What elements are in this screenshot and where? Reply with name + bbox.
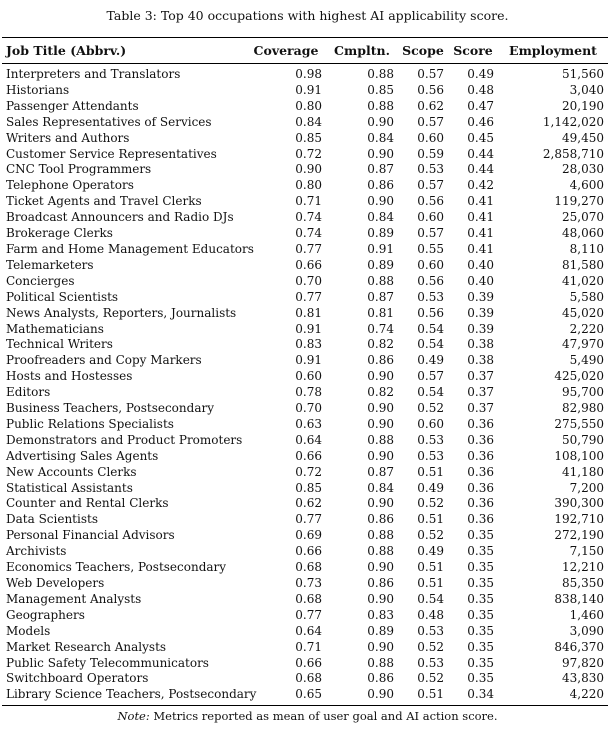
coverage-cell: 0.66	[295, 257, 322, 272]
employment-cell: 41,020	[562, 273, 604, 288]
scope-cell: 0.52	[417, 496, 444, 511]
coverage-cell: 0.63	[295, 416, 322, 431]
coverage-cell: 0.91	[295, 82, 322, 97]
employment-cell: 85,350	[562, 576, 604, 590]
score-cell: 0.41	[467, 210, 494, 225]
job-title-cell: Statistical Assistants	[6, 480, 133, 495]
table-row	[2, 481, 608, 497]
scope-cell: 0.51	[417, 576, 444, 590]
completion-cell: 0.88	[367, 273, 394, 288]
table-body	[2, 64, 608, 706]
completion-cell: 0.88	[367, 432, 394, 447]
header-job-title: Job Title (Abbrv.)	[2, 38, 246, 64]
table-row	[2, 576, 608, 592]
job-title-cell: Economics Teachers, Postsecondary	[6, 560, 227, 575]
scope-cell: 0.49	[417, 480, 444, 495]
job-title-cell: Technical Writers	[6, 337, 113, 352]
score-cell: 0.35	[467, 591, 494, 606]
score-cell: 0.36	[467, 496, 494, 511]
completion-cell: 0.90	[367, 401, 394, 416]
coverage-cell: 0.64	[295, 432, 322, 447]
employment-cell: 82,980	[562, 401, 604, 416]
scope-cell: 0.52	[417, 639, 444, 654]
job-title-cell: News Analysts, Reporters, Journalists	[6, 305, 237, 320]
coverage-cell: 0.68	[295, 560, 322, 575]
table-row	[2, 512, 608, 528]
scope-cell: 0.49	[417, 353, 444, 368]
job-title-cell: Historians	[6, 82, 70, 97]
employment-cell: 108,100	[554, 448, 604, 463]
header-coverage: Coverage	[246, 38, 326, 64]
scope-cell: 0.55	[417, 241, 444, 256]
score-cell: 0.36	[467, 448, 494, 463]
table-row	[2, 162, 608, 178]
completion-cell: 0.86	[367, 178, 394, 193]
completion-cell: 0.90	[367, 448, 394, 463]
table-row	[2, 226, 608, 242]
table-row	[2, 687, 608, 705]
employment-cell: 81,580	[562, 257, 604, 272]
table-row	[2, 640, 608, 656]
score-cell: 0.35	[467, 528, 494, 543]
table-row	[2, 337, 608, 353]
coverage-cell: 0.60	[295, 369, 322, 384]
job-title-cell: Library Science Teachers, Postsecondary	[2, 687, 246, 705]
coverage-cell: 0.69	[295, 528, 322, 543]
completion-cell: 0.86	[367, 576, 394, 590]
table-row	[2, 210, 608, 226]
completion-cell: 0.90	[367, 194, 394, 209]
table-row	[2, 242, 608, 258]
coverage-cell: 0.77	[295, 241, 322, 256]
job-title-cell: CNC Tool Programmers	[6, 162, 152, 177]
coverage-cell: 0.84	[295, 114, 322, 129]
table-row	[2, 83, 608, 99]
job-title-cell: Business Teachers, Postsecondary	[6, 401, 214, 416]
score-cell: 0.35	[467, 671, 494, 686]
score-cell: 0.41	[467, 226, 494, 241]
score-cell: 0.45	[467, 130, 494, 145]
completion-cell: 0.90	[367, 369, 394, 384]
table-row	[2, 322, 608, 338]
table-row	[2, 528, 608, 544]
table-row	[2, 624, 608, 640]
score-cell: 0.35	[467, 655, 494, 670]
score-cell: 0.34	[448, 687, 498, 705]
scope-cell: 0.53	[417, 289, 444, 304]
coverage-cell: 0.90	[295, 162, 322, 177]
coverage-cell: 0.77	[295, 512, 322, 527]
table-row	[2, 465, 608, 481]
header-scope: Scope	[398, 38, 448, 64]
score-cell: 0.36	[467, 480, 494, 495]
header-score: Score	[448, 38, 498, 64]
coverage-cell: 0.68	[295, 591, 322, 606]
employment-cell: 28,030	[562, 162, 604, 177]
coverage-cell: 0.66	[295, 544, 322, 559]
coverage-cell: 0.71	[295, 639, 322, 654]
job-title-cell: Demonstrators and Product Promoters	[6, 432, 243, 447]
table-container	[0, 37, 615, 706]
scope-cell: 0.56	[417, 273, 444, 288]
coverage-cell: 0.91	[295, 353, 322, 368]
completion-cell: 0.87	[367, 162, 394, 177]
coverage-cell: 0.70	[295, 273, 322, 288]
completion-cell: 0.82	[367, 385, 394, 400]
occupations-table	[2, 37, 608, 706]
score-cell: 0.38	[467, 353, 494, 368]
completion-cell: 0.87	[367, 464, 394, 479]
employment-cell: 50,790	[562, 432, 604, 447]
scope-cell: 0.51	[417, 560, 444, 575]
job-title-cell: Archivists	[6, 544, 67, 559]
completion-cell: 0.85	[367, 82, 394, 97]
scope-cell: 0.56	[417, 305, 444, 320]
employment-cell: 8,110	[569, 241, 604, 256]
coverage-cell: 0.98	[295, 67, 322, 81]
job-title-cell: Switchboard Operators	[6, 671, 149, 686]
completion-cell: 0.89	[367, 623, 394, 638]
completion-cell: 0.88	[367, 528, 394, 543]
table-row	[2, 274, 608, 290]
job-title-cell: Models	[6, 623, 51, 638]
scope-cell: 0.51	[398, 687, 448, 705]
employment-cell: 20,190	[562, 98, 604, 113]
score-cell: 0.46	[467, 114, 494, 129]
employment-cell: 4,600	[569, 178, 604, 193]
employment-cell: 48,060	[562, 226, 604, 241]
score-cell: 0.42	[467, 178, 494, 193]
score-cell: 0.36	[467, 416, 494, 431]
score-cell: 0.36	[467, 464, 494, 479]
scope-cell: 0.53	[417, 655, 444, 670]
score-cell: 0.39	[467, 289, 494, 304]
job-title-cell: Proofreaders and Copy Markers	[6, 353, 202, 368]
employment-cell: 51,560	[562, 67, 604, 81]
completion-cell: 0.89	[367, 226, 394, 241]
scope-cell: 0.53	[417, 623, 444, 638]
table-row	[2, 194, 608, 210]
employment-cell: 47,970	[562, 337, 604, 352]
job-title-cell: Editors	[6, 385, 51, 400]
completion-cell: 0.84	[367, 210, 394, 225]
score-cell: 0.44	[467, 162, 494, 177]
job-title-cell: Customer Service Representatives	[6, 146, 217, 161]
coverage-cell: 0.78	[295, 385, 322, 400]
table-row	[2, 449, 608, 465]
score-cell: 0.36	[467, 432, 494, 447]
scope-cell: 0.52	[417, 401, 444, 416]
scope-cell: 0.57	[417, 114, 444, 129]
scope-cell: 0.62	[417, 98, 444, 113]
completion-cell: 0.84	[367, 480, 394, 495]
score-cell: 0.39	[467, 321, 494, 336]
job-title-cell: Farm and Home Management Educators	[6, 241, 254, 256]
score-cell: 0.48	[467, 82, 494, 97]
score-cell: 0.36	[467, 512, 494, 527]
employment-cell: 43,830	[562, 671, 604, 686]
job-title-cell: Counter and Rental Clerks	[6, 496, 169, 511]
coverage-cell: 0.74	[295, 210, 322, 225]
employment-cell: 3,090	[569, 623, 604, 638]
employment-cell: 390,300	[554, 496, 604, 511]
score-cell: 0.39	[467, 305, 494, 320]
table-row	[2, 115, 608, 131]
table-row	[2, 290, 608, 306]
coverage-cell: 0.66	[295, 448, 322, 463]
scope-cell: 0.53	[417, 448, 444, 463]
table-row	[2, 178, 608, 194]
completion-cell: 0.90	[367, 114, 394, 129]
table-row	[2, 433, 608, 449]
completion-cell: 0.86	[367, 671, 394, 686]
score-cell: 0.35	[467, 607, 494, 622]
job-title-cell: Writers and Authors	[6, 130, 130, 145]
completion-cell: 0.87	[367, 289, 394, 304]
scope-cell: 0.60	[417, 130, 444, 145]
employment-cell: 4,220	[498, 687, 608, 705]
scope-cell: 0.59	[417, 146, 444, 161]
employment-cell: 838,140	[554, 591, 604, 606]
coverage-cell: 0.66	[295, 655, 322, 670]
job-title-cell: Telephone Operators	[6, 178, 134, 193]
scope-cell: 0.51	[417, 464, 444, 479]
employment-cell: 7,150	[569, 544, 604, 559]
header-completion: Cmpltn.	[326, 38, 398, 64]
coverage-cell: 0.77	[295, 289, 322, 304]
completion-cell: 0.91	[367, 241, 394, 256]
employment-cell: 45,020	[562, 305, 604, 320]
job-title-cell: Web Developers	[6, 576, 105, 590]
employment-cell: 3,040	[569, 82, 604, 97]
employment-cell: 192,710	[554, 512, 604, 527]
completion-cell: 0.86	[367, 353, 394, 368]
score-cell: 0.40	[467, 257, 494, 272]
table-row	[2, 369, 608, 385]
coverage-cell: 0.91	[295, 321, 322, 336]
score-cell: 0.35	[467, 560, 494, 575]
table-row	[2, 656, 608, 672]
score-cell: 0.41	[467, 194, 494, 209]
table-row	[2, 671, 608, 687]
scope-cell: 0.52	[417, 528, 444, 543]
job-title-cell: Broadcast Announcers and Radio DJs	[6, 210, 234, 225]
job-title-cell: Public Relations Specialists	[6, 416, 174, 431]
job-title-cell: Advertising Sales Agents	[6, 448, 159, 463]
employment-cell: 1,142,020	[542, 114, 604, 129]
scope-cell: 0.60	[417, 210, 444, 225]
coverage-cell: 0.77	[295, 607, 322, 622]
job-title-cell: Telemarketers	[6, 257, 94, 272]
employment-cell: 5,490	[569, 353, 604, 368]
table-row	[2, 496, 608, 512]
score-cell: 0.37	[467, 385, 494, 400]
employment-cell: 41,180	[562, 464, 604, 479]
employment-cell: 49,450	[562, 130, 604, 145]
completion-cell: 0.84	[367, 130, 394, 145]
score-cell: 0.35	[467, 639, 494, 654]
employment-cell: 97,820	[562, 655, 604, 670]
job-title-cell: Passenger Attendants	[6, 98, 139, 113]
job-title-cell: Political Scientists	[6, 289, 119, 304]
scope-cell: 0.56	[417, 194, 444, 209]
header-row	[2, 38, 608, 64]
employment-cell: 5,580	[569, 289, 604, 304]
employment-cell: 425,020	[554, 369, 604, 384]
job-title-cell: Interpreters and Translators	[6, 67, 181, 81]
scope-cell: 0.57	[417, 369, 444, 384]
completion-cell: 0.88	[367, 544, 394, 559]
coverage-cell: 0.62	[295, 496, 322, 511]
completion-cell: 0.90	[367, 496, 394, 511]
table-row	[2, 385, 608, 401]
job-title-cell: Concierges	[6, 273, 75, 288]
table-row	[2, 99, 608, 115]
completion-cell: 0.74	[367, 321, 394, 336]
coverage-cell: 0.80	[295, 178, 322, 193]
score-cell: 0.35	[467, 544, 494, 559]
table-header	[2, 38, 608, 64]
job-title-cell: Mathematicians	[6, 321, 104, 336]
table-row	[2, 417, 608, 433]
table-row	[2, 544, 608, 560]
completion-cell: 0.90	[367, 639, 394, 654]
completion-cell: 0.90	[367, 591, 394, 606]
employment-cell: 1,460	[569, 607, 604, 622]
score-cell: 0.41	[467, 241, 494, 256]
completion-cell: 0.90	[326, 687, 398, 705]
table-row	[2, 64, 608, 83]
scope-cell: 0.49	[417, 544, 444, 559]
note-text: Metrics reported as mean of user goal and AI action score.	[153, 709, 498, 723]
score-cell: 0.44	[467, 146, 494, 161]
job-title-cell: Brokerage Clerks	[6, 226, 113, 241]
table-row	[2, 608, 608, 624]
scope-cell: 0.54	[417, 321, 444, 336]
coverage-cell: 0.68	[295, 671, 322, 686]
completion-cell: 0.83	[367, 607, 394, 622]
coverage-cell: 0.85	[295, 130, 322, 145]
employment-cell: 119,270	[554, 194, 604, 209]
completion-cell: 0.90	[367, 146, 394, 161]
table-row	[2, 147, 608, 163]
header-employment: Employment	[498, 38, 608, 64]
employment-cell: 95,700	[562, 385, 604, 400]
coverage-cell: 0.83	[295, 337, 322, 352]
coverage-cell: 0.74	[295, 226, 322, 241]
table-row	[2, 131, 608, 147]
score-cell: 0.40	[467, 273, 494, 288]
note-label: Note:	[117, 709, 150, 723]
table-row	[2, 353, 608, 369]
scope-cell: 0.57	[417, 178, 444, 193]
completion-cell: 0.86	[367, 512, 394, 527]
table-row	[2, 401, 608, 417]
completion-cell: 0.81	[367, 305, 394, 320]
employment-cell: 272,190	[554, 528, 604, 543]
scope-cell: 0.51	[417, 512, 444, 527]
coverage-cell: 0.81	[295, 305, 322, 320]
score-cell: 0.49	[467, 67, 494, 81]
employment-cell: 12,210	[562, 560, 604, 575]
scope-cell: 0.53	[417, 432, 444, 447]
coverage-cell: 0.64	[295, 623, 322, 638]
employment-cell: 2,220	[569, 321, 604, 336]
job-title-cell: Public Safety Telecommunicators	[6, 655, 209, 670]
scope-cell: 0.60	[417, 257, 444, 272]
completion-cell: 0.90	[367, 560, 394, 575]
job-title-cell: Management Analysts	[6, 591, 142, 606]
job-title-cell: New Accounts Clerks	[6, 464, 137, 479]
scope-cell: 0.48	[417, 607, 444, 622]
job-title-cell: Personal Financial Advisors	[6, 528, 175, 543]
table-row	[2, 592, 608, 608]
scope-cell: 0.53	[417, 162, 444, 177]
scope-cell: 0.52	[417, 671, 444, 686]
job-title-cell: Sales Representatives of Services	[6, 114, 212, 129]
coverage-cell: 0.72	[295, 464, 322, 479]
coverage-cell: 0.65	[246, 687, 326, 705]
scope-cell: 0.57	[417, 226, 444, 241]
score-cell: 0.35	[467, 623, 494, 638]
completion-cell: 0.88	[367, 67, 394, 81]
scope-cell: 0.57	[417, 67, 444, 81]
coverage-cell: 0.80	[295, 98, 322, 113]
table-row	[2, 560, 608, 576]
scope-cell: 0.56	[417, 82, 444, 97]
score-cell: 0.35	[467, 576, 494, 590]
scope-cell: 0.54	[417, 591, 444, 606]
completion-cell: 0.90	[367, 416, 394, 431]
job-title-cell: Market Research Analysts	[6, 639, 167, 654]
job-title-cell: Ticket Agents and Travel Clerks	[6, 194, 202, 209]
score-cell: 0.37	[467, 401, 494, 416]
employment-cell: 846,370	[554, 639, 604, 654]
coverage-cell: 0.70	[295, 401, 322, 416]
table-row	[2, 306, 608, 322]
employment-cell: 25,070	[562, 210, 604, 225]
scope-cell: 0.60	[417, 416, 444, 431]
completion-cell: 0.89	[367, 257, 394, 272]
scope-cell: 0.54	[417, 337, 444, 352]
table-caption: Table 3: Top 40 occupations with highest AI applicability score.	[106, 8, 509, 23]
completion-cell: 0.88	[367, 655, 394, 670]
employment-cell: 275,550	[554, 416, 604, 431]
score-cell: 0.47	[467, 98, 494, 113]
coverage-cell: 0.85	[295, 480, 322, 495]
table-note	[0, 709, 615, 723]
job-title-cell: Hosts and Hostesses	[6, 369, 133, 384]
score-cell: 0.37	[467, 369, 494, 384]
employment-cell: 2,858,710	[542, 146, 604, 161]
coverage-cell: 0.71	[295, 194, 322, 209]
coverage-cell: 0.73	[295, 576, 322, 590]
coverage-cell: 0.72	[295, 146, 322, 161]
score-cell: 0.38	[467, 337, 494, 352]
table-row	[2, 258, 608, 274]
completion-cell: 0.88	[367, 98, 394, 113]
completion-cell: 0.82	[367, 337, 394, 352]
job-title-cell: Data Scientists	[6, 512, 98, 527]
employment-cell: 7,200	[569, 480, 604, 495]
job-title-cell: Geographers	[6, 607, 85, 622]
scope-cell: 0.54	[417, 385, 444, 400]
